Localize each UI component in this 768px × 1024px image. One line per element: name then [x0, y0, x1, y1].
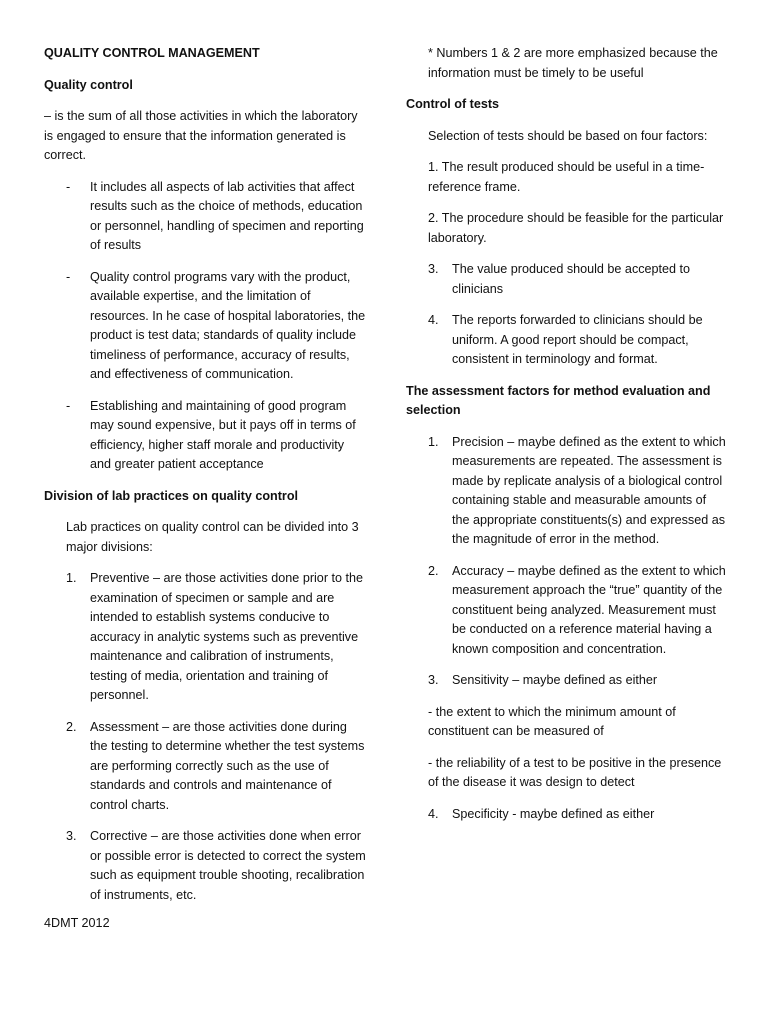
- qc-heading: Quality control: [44, 77, 133, 92]
- qc-bullets: [44, 178, 366, 475]
- list-number: 1.: [428, 434, 439, 449]
- sensitivity-definition-b: - the reliability of a test to be positive in the presence of the disease it was design to detect: [428, 755, 722, 789]
- bullet-marker: -: [66, 269, 71, 284]
- division-intro: Lab practices on quality control can be divided into 3 major divisions:: [66, 520, 359, 554]
- assessment-list: [406, 433, 726, 691]
- list-number: 2.: [428, 563, 439, 578]
- factor-1: 1. The result produced should be useful in a time-reference frame.: [428, 160, 705, 194]
- list-item: [44, 268, 366, 385]
- list-item: [44, 569, 366, 706]
- list-text: The reports forwarded to clinicians should be uniform. A good report should be compact, consistent in terminology and format.: [452, 313, 703, 366]
- left-column: [44, 44, 366, 917]
- list-item: [406, 260, 726, 299]
- page-footer: 4DMT 2012: [44, 916, 110, 930]
- list-item: [44, 178, 366, 256]
- specificity-list: [406, 805, 726, 825]
- list-item: [406, 311, 726, 370]
- assessment-heading: The assessment factors for method evaluation and selection: [406, 383, 711, 417]
- list-number: 4.: [428, 313, 439, 327]
- factor-2: 2. The procedure should be feasible for the particular laboratory.: [428, 211, 724, 245]
- list-text: Specificity - maybe defined as either: [452, 806, 655, 821]
- control-intro: Selection of tests should be based on four factors:: [428, 128, 708, 143]
- bullet-marker: -: [66, 179, 71, 194]
- list-text: Precision – maybe defined as the extent to which measurements are repeated. The assessment is made by replicate analysis of a biological control containing stable and measurable amounts of the appropriate constituents(s) and expressed as the magnitude of error in the method.: [452, 434, 726, 546]
- list-number: 2.: [66, 719, 77, 734]
- list-item: [44, 397, 366, 475]
- list-number: 1.: [66, 571, 77, 585]
- list-item: [406, 671, 726, 691]
- sensitivity-definition-a: - the extent to which the minimum amount of constituent can be measured of: [428, 704, 676, 738]
- bullet-text: It includes all aspects of lab activities that affect results such as the choice of methods, education or personnel, handling of specimen and reporting of results: [90, 179, 364, 252]
- bullet-marker: -: [66, 398, 71, 413]
- list-number: 3.: [428, 262, 439, 276]
- list-text: Assessment – are those activities done during the testing to determine whether the test systems are performing correctly such as the use of standards and controls and maintenance of control charts.: [90, 719, 365, 812]
- right-column: [406, 44, 726, 836]
- list-text: Corrective – are those activities done when error or possible error is detected to correct the system such as equipment trouble shooting, recalibration of instruments, etc.: [90, 829, 366, 902]
- division-heading: Division of lab practices on quality control: [44, 488, 299, 503]
- list-item: [406, 562, 726, 660]
- bullet-text: Quality control programs vary with the product, available expertise, and the limitation of resources. In he case of hospital laboratories, the product is test data; standards of quality include timeliness of performance, accuracy of results, and effectiveness of communication.: [90, 269, 366, 381]
- list-text: Preventive – are those activities done prior to the examination of specimen or sample and are intended to establish systems conducive to accuracy in analytic systems such as preventive maintenance and calibration of instruments, testing of media, orientation and training of personnel.: [90, 571, 364, 702]
- factors-list: [406, 260, 726, 370]
- list-item: [406, 805, 726, 825]
- list-number: 4.: [428, 806, 439, 821]
- list-number: 3.: [66, 829, 77, 843]
- emphasis-note: * Numbers 1 & 2 are more emphasized because the information must be timely to be useful: [428, 46, 718, 80]
- division-list: [44, 569, 366, 905]
- list-item: [44, 718, 366, 816]
- list-text: The value produced should be accepted to clinicians: [452, 262, 691, 296]
- document-title: QUALITY CONTROL MANAGEMENT: [44, 46, 260, 60]
- list-item: [44, 827, 366, 905]
- list-text: Sensitivity – maybe defined as either: [452, 673, 658, 687]
- qc-definition: – is the sum of all those activities in which the laboratory is engaged to ensure that the information generated is correct.: [44, 109, 358, 162]
- list-number: 3.: [428, 673, 439, 687]
- control-heading: Control of tests: [406, 97, 500, 111]
- list-text: Accuracy – maybe defined as the extent to which measurement approach the “true” quantity of the constituent being analyzed. Measurement must be conducted on a reference material having a known composition and concentration.: [452, 563, 726, 656]
- bullet-text: Establishing and maintaining of good program may sound expensive, but it pays off in terms of efficiency, higher staff morale and productivity and greater patient acceptance: [90, 398, 356, 471]
- list-item: [406, 433, 726, 550]
